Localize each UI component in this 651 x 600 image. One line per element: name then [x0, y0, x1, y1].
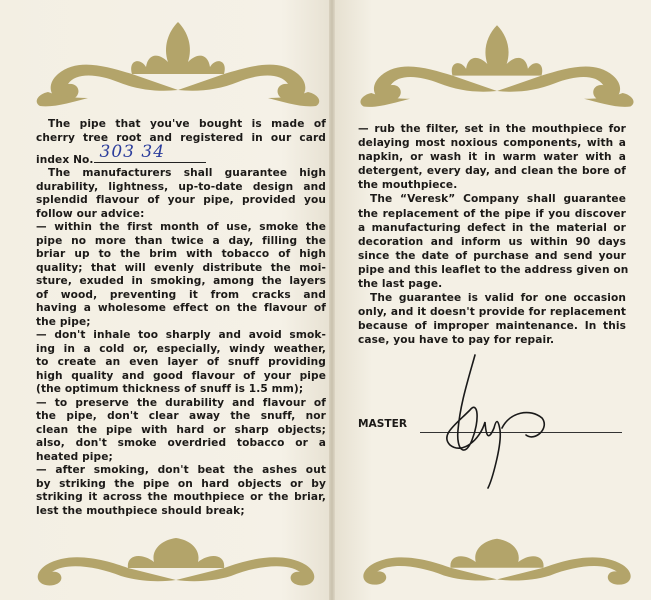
text-line: sture, exuded in smoking, among the layers	[36, 275, 326, 287]
text-line: the replacement of the pipe if you discover	[358, 207, 626, 220]
text-line: high quality and good flavour of your pipe	[36, 369, 326, 382]
text-line: heated pipe;	[36, 450, 113, 463]
card-index-number-field	[36, 142, 326, 167]
text-line: the last page.	[358, 278, 443, 291]
text-line: case, you have to pay for repair.	[358, 334, 555, 347]
text-line: the pipe, don't clear away the snuff, nor	[36, 410, 326, 422]
page-fold	[329, 0, 335, 600]
master-label: MASTER	[358, 418, 407, 430]
text-line: — don't inhale too sharply and avoid smok-	[36, 329, 326, 341]
text-line: napkin, or wash it in warm water with a	[358, 151, 626, 164]
text-line: — rub the filter, set in the mouthpiece for	[358, 123, 626, 135]
text-line: cherry tree root and registered in our card	[36, 131, 326, 144]
index-label: index No.	[36, 154, 94, 166]
text-line: delaying most noxious components, with a	[358, 137, 626, 150]
bottom-ornament-left	[26, 530, 326, 592]
text-line: pipe no more than twice a day, filling the	[36, 234, 326, 247]
text-line: decoration and inform us within 90 days	[358, 235, 626, 248]
text-line: of wood, preventing it from cracks and	[36, 288, 326, 301]
text-line: — to preserve the durability and flavour of	[36, 396, 326, 409]
left-page-text	[36, 118, 326, 518]
text-line: — within the first month of use, smoke the	[36, 221, 326, 233]
text-line: quality; that will evenly distribute the moi-	[36, 261, 326, 274]
text-line: The pipe that you've bought is made of	[48, 118, 326, 130]
text-line: (the optimum thickness of snuff is 1.5 mm);	[36, 383, 304, 395]
bottom-ornament-right	[352, 530, 642, 592]
top-ornament-right	[352, 14, 642, 112]
text-line: splendid flavour of your pipe, provided you	[36, 194, 326, 206]
text-line: to create an even layer of snuff providing	[36, 356, 326, 368]
text-line: detergent, every day, and clean the bore of	[358, 165, 626, 178]
text-line: follow our advice:	[36, 207, 145, 220]
text-line: having a wholesome effect on the flavour of	[36, 302, 326, 314]
text-line: clean the pipe with hard or sharp objects;	[36, 423, 326, 436]
handwritten-index-number: 303 34	[99, 142, 166, 162]
text-line: The manufacturers shall guarantee high	[48, 167, 326, 179]
top-ornament-left	[28, 12, 328, 110]
text-line: also, don't smoke overdried tobacco or a	[36, 437, 326, 449]
right-page-text	[358, 122, 629, 348]
text-line: The “Veresk” Company shall guarantee	[370, 193, 626, 206]
text-line: because of improper maintenance. In this	[358, 320, 626, 333]
text-line: the mouthpiece.	[358, 179, 458, 192]
text-line: a manufacturing defect in the material or	[358, 221, 626, 234]
index-underline	[94, 142, 206, 163]
master-signature	[430, 350, 570, 490]
text-line: ing in a cold or, especially, windy weather,	[36, 342, 326, 355]
text-line: The guarantee is valid for one occasion	[370, 292, 626, 305]
text-line: since the date of purchase and send your	[358, 249, 626, 262]
text-line: striking it across the mouthpiece or the briar,	[36, 491, 326, 503]
text-line: only, and it doesn't provide for replacement	[358, 306, 626, 319]
text-line: the pipe;	[36, 315, 91, 328]
text-line: durability, lightness, up-to-date design and	[36, 180, 326, 193]
text-line: pipe and this leaflet to the address given on	[358, 263, 629, 276]
text-line: — after smoking, don't beat the ashes out	[36, 464, 326, 476]
text-line: briar up to the brim with tobacco of high	[36, 248, 326, 260]
text-line: lest the mouthpiece should break;	[36, 504, 245, 517]
text-line: by striking the pipe on hard objects or by	[36, 477, 326, 490]
